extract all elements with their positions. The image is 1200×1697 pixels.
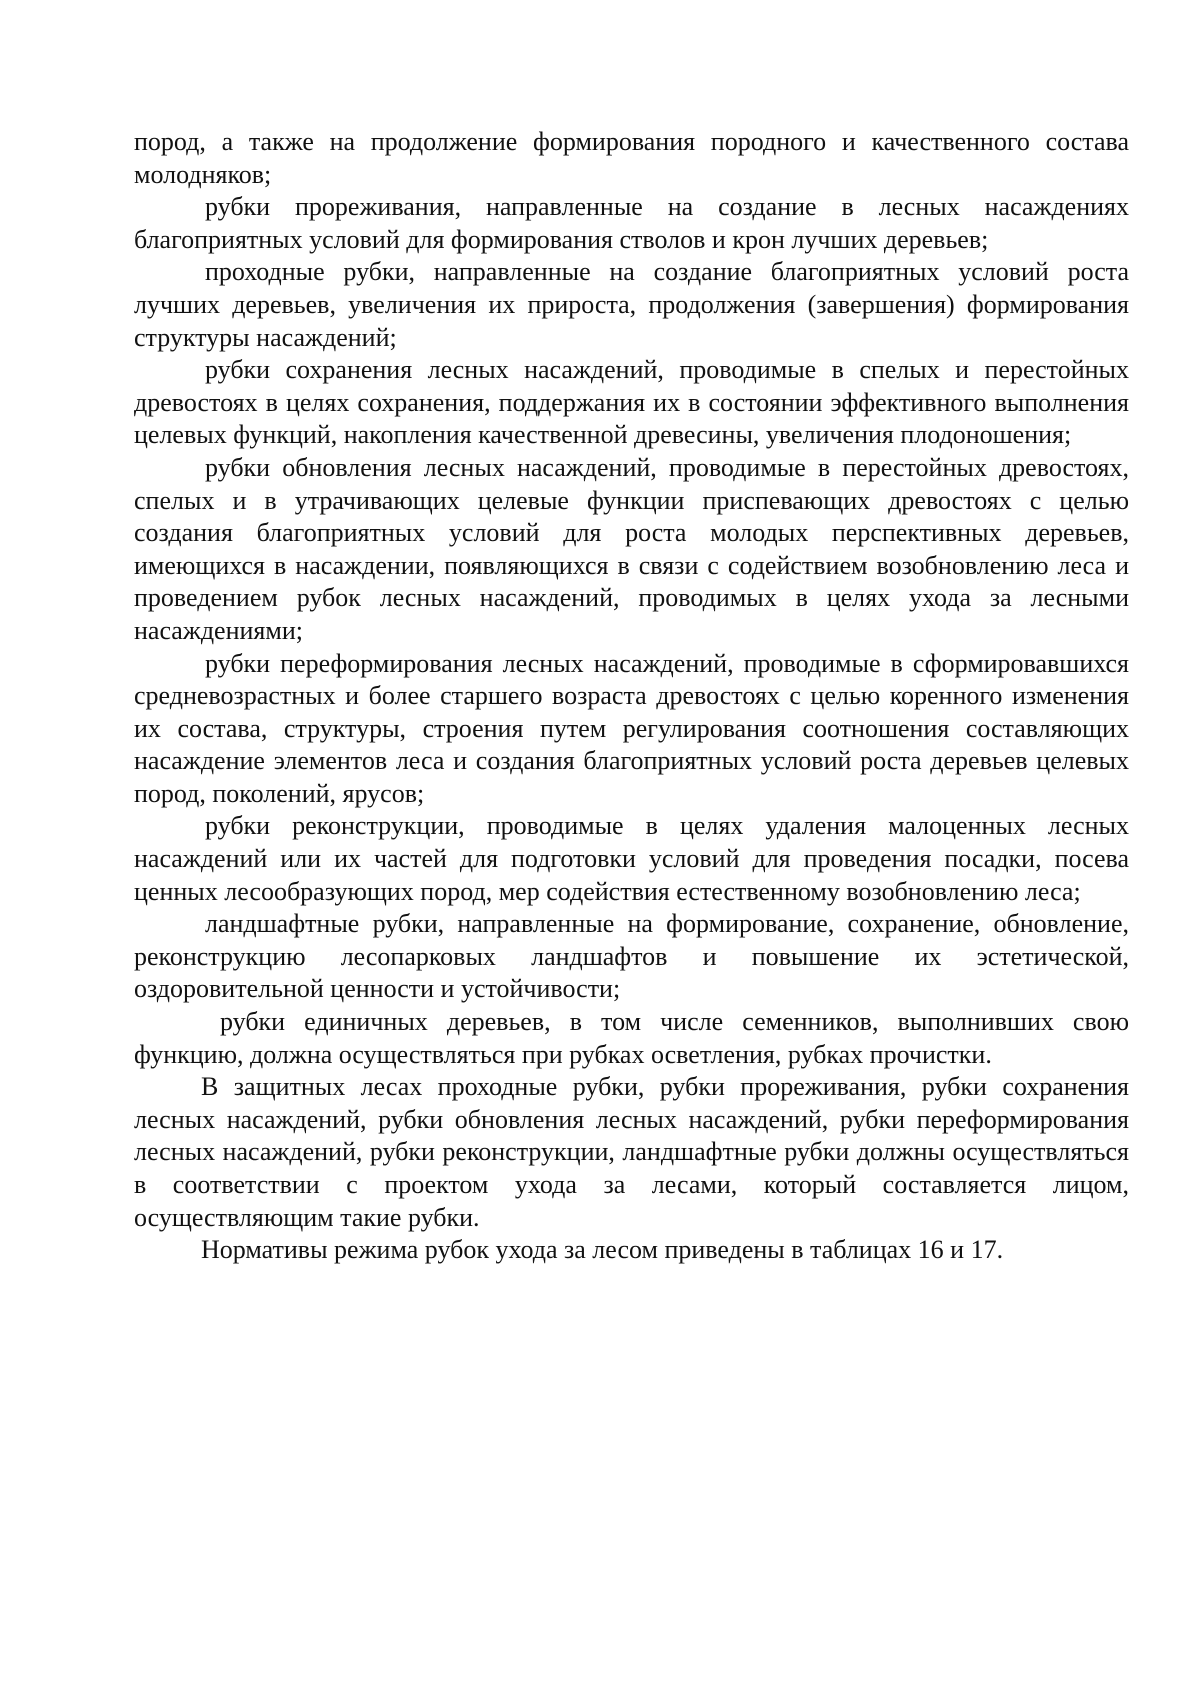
paragraph-preservation-cuts: рубки сохранения лесных насаждений, проводимые в спелых и перестойных древостоях в целях сохранения, поддержания их в состоянии эффективного выполнения целевых функций, накопления качественной древесины, увеличения плодоношения;: [134, 355, 1129, 450]
document-body: [134, 126, 1129, 1267]
paragraph-continuation: пород, а также на продолжение формирования породного и качественного состава молодняков;: [134, 127, 1129, 189]
paragraph-single-tree-cuts: рубки единичных деревьев, в том числе семенников, выполнивших свою функцию, должна осуществляться при рубках осветления, рубках прочистки.: [134, 1007, 1129, 1069]
paragraph-reconstruction-cuts: рубки реконструкции, проводимые в целях удаления малоценных лесных насаждений или их частей для подготовки условий для проведения посадки, посева ценных лесообразующих пород, мер содействия естественному возобновлению леса;: [134, 811, 1129, 906]
paragraph-protective-forests: В защитных лесах проходные рубки, рубки прореживания, рубки сохранения лесных насаждений, рубки обновления лесных насаждений, рубки переформирования лесных насаждений, рубки реконструкции, ландшафтные рубки должны осуществляться в соответствии с проектом ухода за лесами, который составляется лицом, осуществляющим такие рубки.: [134, 1072, 1129, 1232]
paragraph-thinning-cuts: рубки прореживания, направленные на создание в лесных насаждениях благоприятных условий для формирования стволов и крон лучших деревьев;: [134, 192, 1129, 254]
paragraph-passage-cuts: проходные рубки, направленные на создание благоприятных условий роста лучших деревьев, увеличения их прироста, продолжения (завершения) формирования структуры насаждений;: [134, 257, 1129, 352]
paragraph-standards-reference: Нормативы режима рубок ухода за лесом приведены в таблицах 16 и 17.: [201, 1235, 1004, 1265]
paragraph-landscape-cuts: ландшафтные рубки, направленные на формирование, сохранение, обновление, реконструкцию лесопарковых ландшафтов и повышение их эстетической, оздоровительной ценности и устойчивости;: [134, 909, 1129, 1004]
paragraph-renewal-cuts: рубки обновления лесных насаждений, проводимые в перестойных древостоях, спелых и в утрачивающих целевые функции приспевающих древостоях с целью создания благоприятных условий для роста молодых перспективных деревьев, имеющихся в насаждении, появляющихся в связи с содействием возобновлению леса и проведением рубок лесных насаждений, проводимых в целях ухода за лесными насаждениями;: [134, 452, 1129, 645]
paragraph-reformation-cuts: рубки переформирования лесных насаждений, проводимые в сформировавшихся средневозрастных и более старшего возраста древостоях с целью коренного изменения их состава, структуры, строения путем регулирования соотношения составляющих насаждение элементов леса и создания благоприятных условий роста деревьев целевых пород, поколений, ярусов;: [134, 648, 1129, 808]
